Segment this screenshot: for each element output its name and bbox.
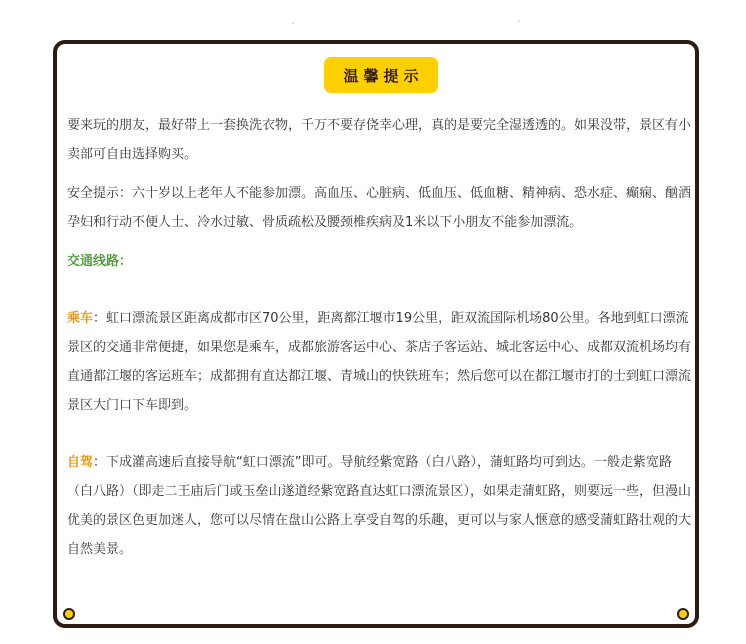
- traffic-heading: 交通线路：: [67, 254, 133, 269]
- decorative-dot: [518, 20, 520, 22]
- drive-label: 自驾: [67, 455, 94, 470]
- clothing-tip-paragraph: 要来玩的朋友，最好带上一套换洗衣物，千万不要存侥幸心理，真的是要完全湿透透的。如果没带，景区有小卖部可自由选择购买。: [67, 118, 692, 162]
- corner-dot-icon: [677, 608, 689, 620]
- decorative-dot: [292, 22, 294, 24]
- card-title: 温馨提示: [324, 57, 438, 93]
- tips-card: [53, 40, 699, 628]
- drive-text: ：下成灌高速后直接导航“虹口漂流”即可。导航经紫宽路（白八路），蒲虹路均可到达。一般走紫宽路（白八路）（即走二王庙后门或玉垒山遂道经紫宽路直达虹口漂流景区），如果走蒲虹路，则要远一些，但漫山优美的景区色更加迷人，您可以尽情在盘山公路上享受自驾的乐趣，更可以与家人惬意的感受蒲虹路壮观的大自然美景。: [67, 455, 692, 557]
- drive-paragraph: [67, 448, 691, 564]
- bus-label: 乘车: [67, 311, 94, 326]
- bus-text: ：虹口漂流景区距离成都市区70公里，距离都江堰市19公里，距双流国际机场80公里。各地到虹口漂流景区的交通非常便捷，如果您是乘车，成都旅游客运中心、茶店子客运站、城北客运中心、成都双流机场均有直通都江堰的客运班车；成都拥有直达都江堰、青城山的快铁班车；然后您可以在都江堰市打的士到虹口漂流景区大门口下车即到。: [67, 311, 692, 413]
- safety-tip-paragraph: 安全提示：六十岁以上老年人不能参加漂。高血压、心脏病、低血压、低血糖、精神病、恐水症、癫痫、酗酒孕妇和行动不便人士、冷水过敏、骨质疏松及腰颈椎疾病及1米以下小朋友不能参加漂流。: [67, 186, 692, 230]
- card-content: [67, 111, 691, 564]
- bus-paragraph: [67, 304, 691, 420]
- corner-dot-icon: [63, 608, 75, 620]
